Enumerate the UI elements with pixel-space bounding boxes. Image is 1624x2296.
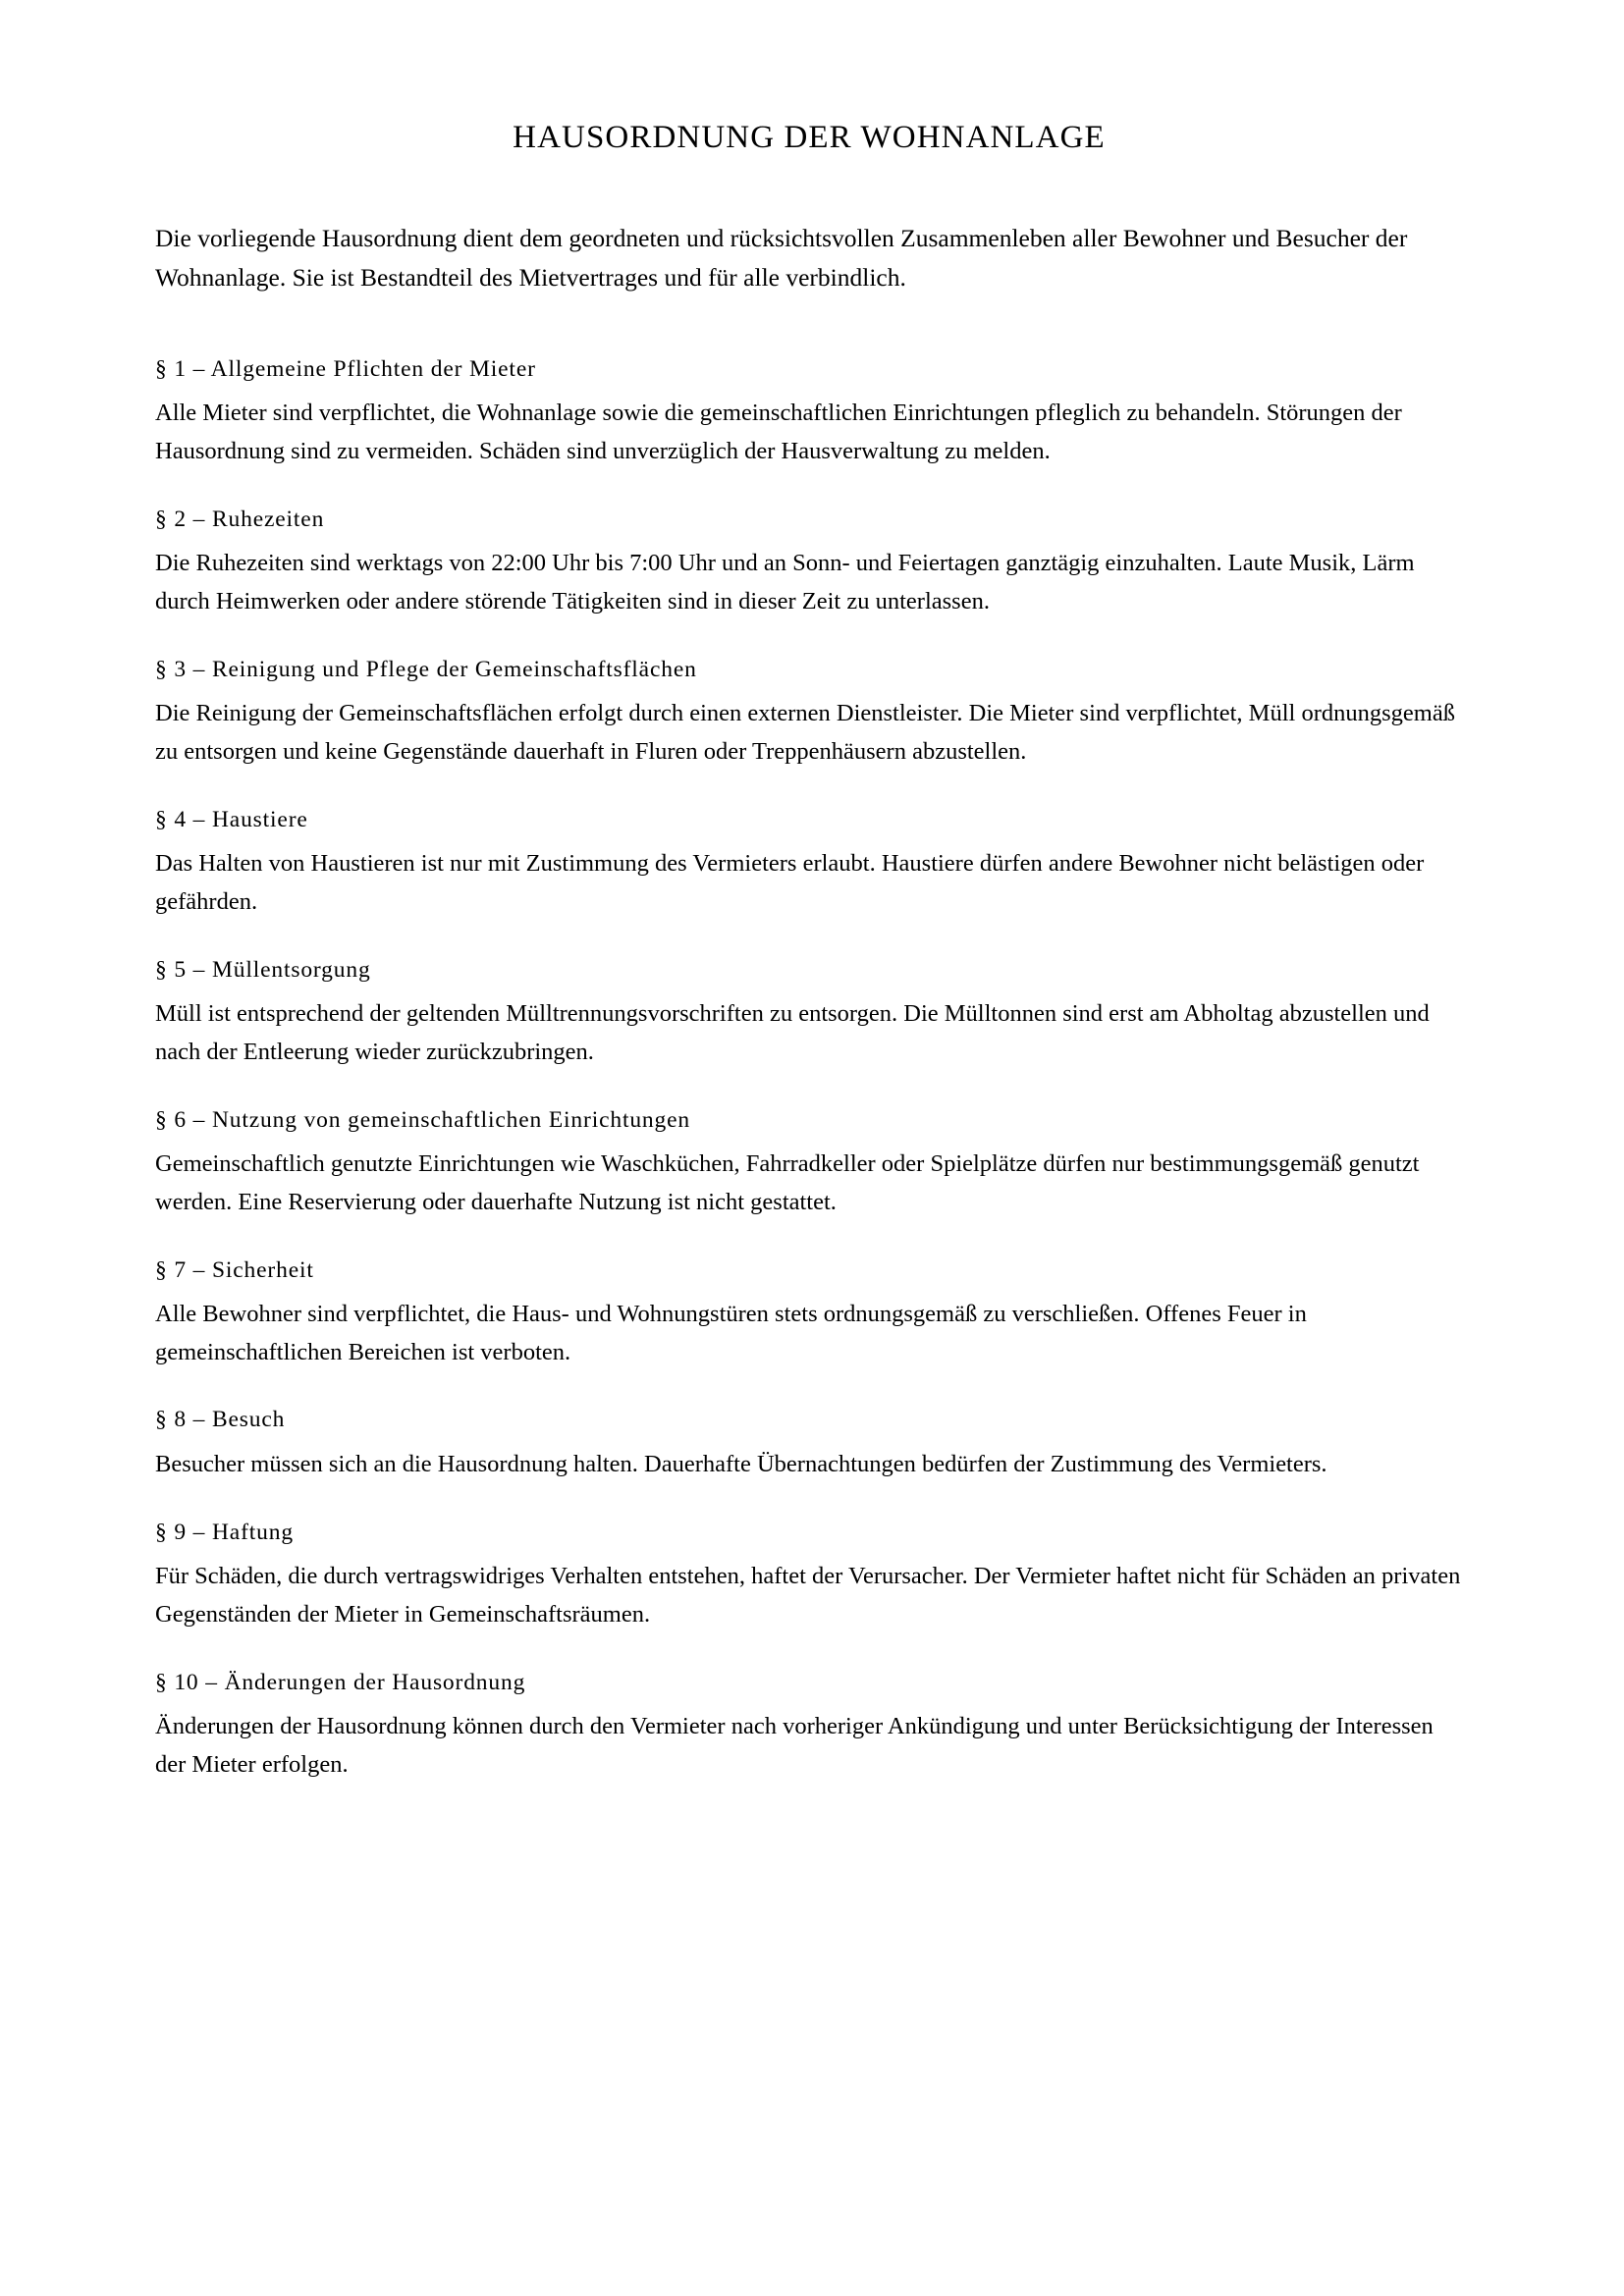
section-body: Besucher müssen sich an die Hausordnung halten. Dauerhafte Übernachtungen bedürfen der Zustimmung des Vermieters.	[155, 1451, 1327, 1477]
page-title: HAUSORDNUNG DER WOHNANLAGE	[513, 120, 1106, 155]
document-section	[155, 621, 1463, 772]
document-section	[155, 471, 1463, 621]
section-heading: § 10 – Änderungen der Hausordnung	[155, 1669, 526, 1695]
section-heading: § 4 – Haustiere	[155, 806, 308, 832]
section-heading: § 2 – Ruhezeiten	[155, 506, 325, 532]
document-section	[155, 1222, 1463, 1372]
section-heading: § 8 – Besuch	[155, 1407, 286, 1433]
document-section	[155, 1072, 1463, 1222]
section-heading: § 7 – Sicherheit	[155, 1256, 314, 1283]
section-heading: § 6 – Nutzung von gemeinschaftlichen Einrichtungen	[155, 1106, 691, 1133]
section-body: Die Reinigung der Gemeinschaftsflächen erfolgt durch einen externen Dienstleister. Die Mieter sind verpflichtet, Müll ordnungsgemäß zu entsorgen und keine Gegenstände dauerhaft in Fluren oder Treppenhäusern abzustellen.	[155, 700, 1455, 765]
document-content	[155, 0, 1463, 1785]
sections-list	[155, 297, 1463, 1785]
section-heading: § 5 – Müllentsorgung	[155, 956, 371, 983]
document-section	[155, 354, 1463, 471]
document-section	[155, 772, 1463, 922]
intro-paragraph: Die vorliegende Hausordnung dient dem geordneten und rücksichtsvollen Zusammenleben aller Bewohner und Besucher der Wohnanlage. Sie ist Bestandteil des Mietvertrages und für alle verbindlich.	[155, 224, 1408, 293]
section-body: Die Ruhezeiten sind werktags von 22:00 Uhr bis 7:00 Uhr und an Sonn- und Feiertagen ganztägig einzuhalten. Laute Musik, Lärm durch Heimwerken oder andere störende Tätigkeiten sind in dieser Zeit zu unterlassen.	[155, 550, 1415, 614]
section-heading: § 3 – Reinigung und Pflege der Gemeinschaftsflächen	[155, 656, 697, 682]
section-body: Änderungen der Hausordnung können durch den Vermieter nach vorheriger Ankündigung und unter Berücksichtigung der Interessen der Mieter erfolgen.	[155, 1713, 1434, 1778]
section-body: Das Halten von Haustieren ist nur mit Zustimmung des Vermieters erlaubt. Haustiere dürfen andere Bewohner nicht belästigen oder gefährden.	[155, 850, 1425, 915]
document-section	[155, 922, 1463, 1072]
section-body: Alle Mieter sind verpflichtet, die Wohnanlage sowie die gemeinschaftlichen Einrichtungen pfleglich zu behandeln. Störungen der Hausordnung sind zu vermeiden. Schäden sind unverzüglich der Hausverwaltung zu melden.	[155, 400, 1402, 465]
document-section	[155, 1634, 1463, 1785]
section-heading: § 9 – Haftung	[155, 1519, 294, 1545]
section-body: Alle Bewohner sind verpflichtet, die Haus- und Wohnungstüren stets ordnungsgemäß zu verschließen. Offenes Feuer in gemeinschaftlichen Bereichen ist verboten.	[155, 1301, 1307, 1365]
section-body: Müll ist entsprechend der geltenden Mülltrennungsvorschriften zu entsorgen. Die Mülltonnen sind erst am Abholtag abzustellen und nach der Entleerung wieder zurückzubringen.	[155, 1000, 1430, 1065]
section-body: Gemeinschaftlich genutzte Einrichtungen wie Waschküchen, Fahrradkeller oder Spielplätze dürfen nur bestimmungsgemäß genutzt werden. Eine Reservierung oder dauerhafte Nutzung ist nicht gestattet.	[155, 1150, 1420, 1215]
section-heading: § 1 – Allgemeine Pflichten der Mieter	[155, 355, 536, 382]
section-body: Für Schäden, die durch vertragswidriges Verhalten entstehen, haftet der Verursacher. Der Vermieter haftet nicht für Schäden an privaten Gegenständen der Mieter in Gemeinschaftsräumen.	[155, 1563, 1461, 1628]
document-section	[155, 1484, 1463, 1634]
document-section	[155, 1371, 1463, 1483]
